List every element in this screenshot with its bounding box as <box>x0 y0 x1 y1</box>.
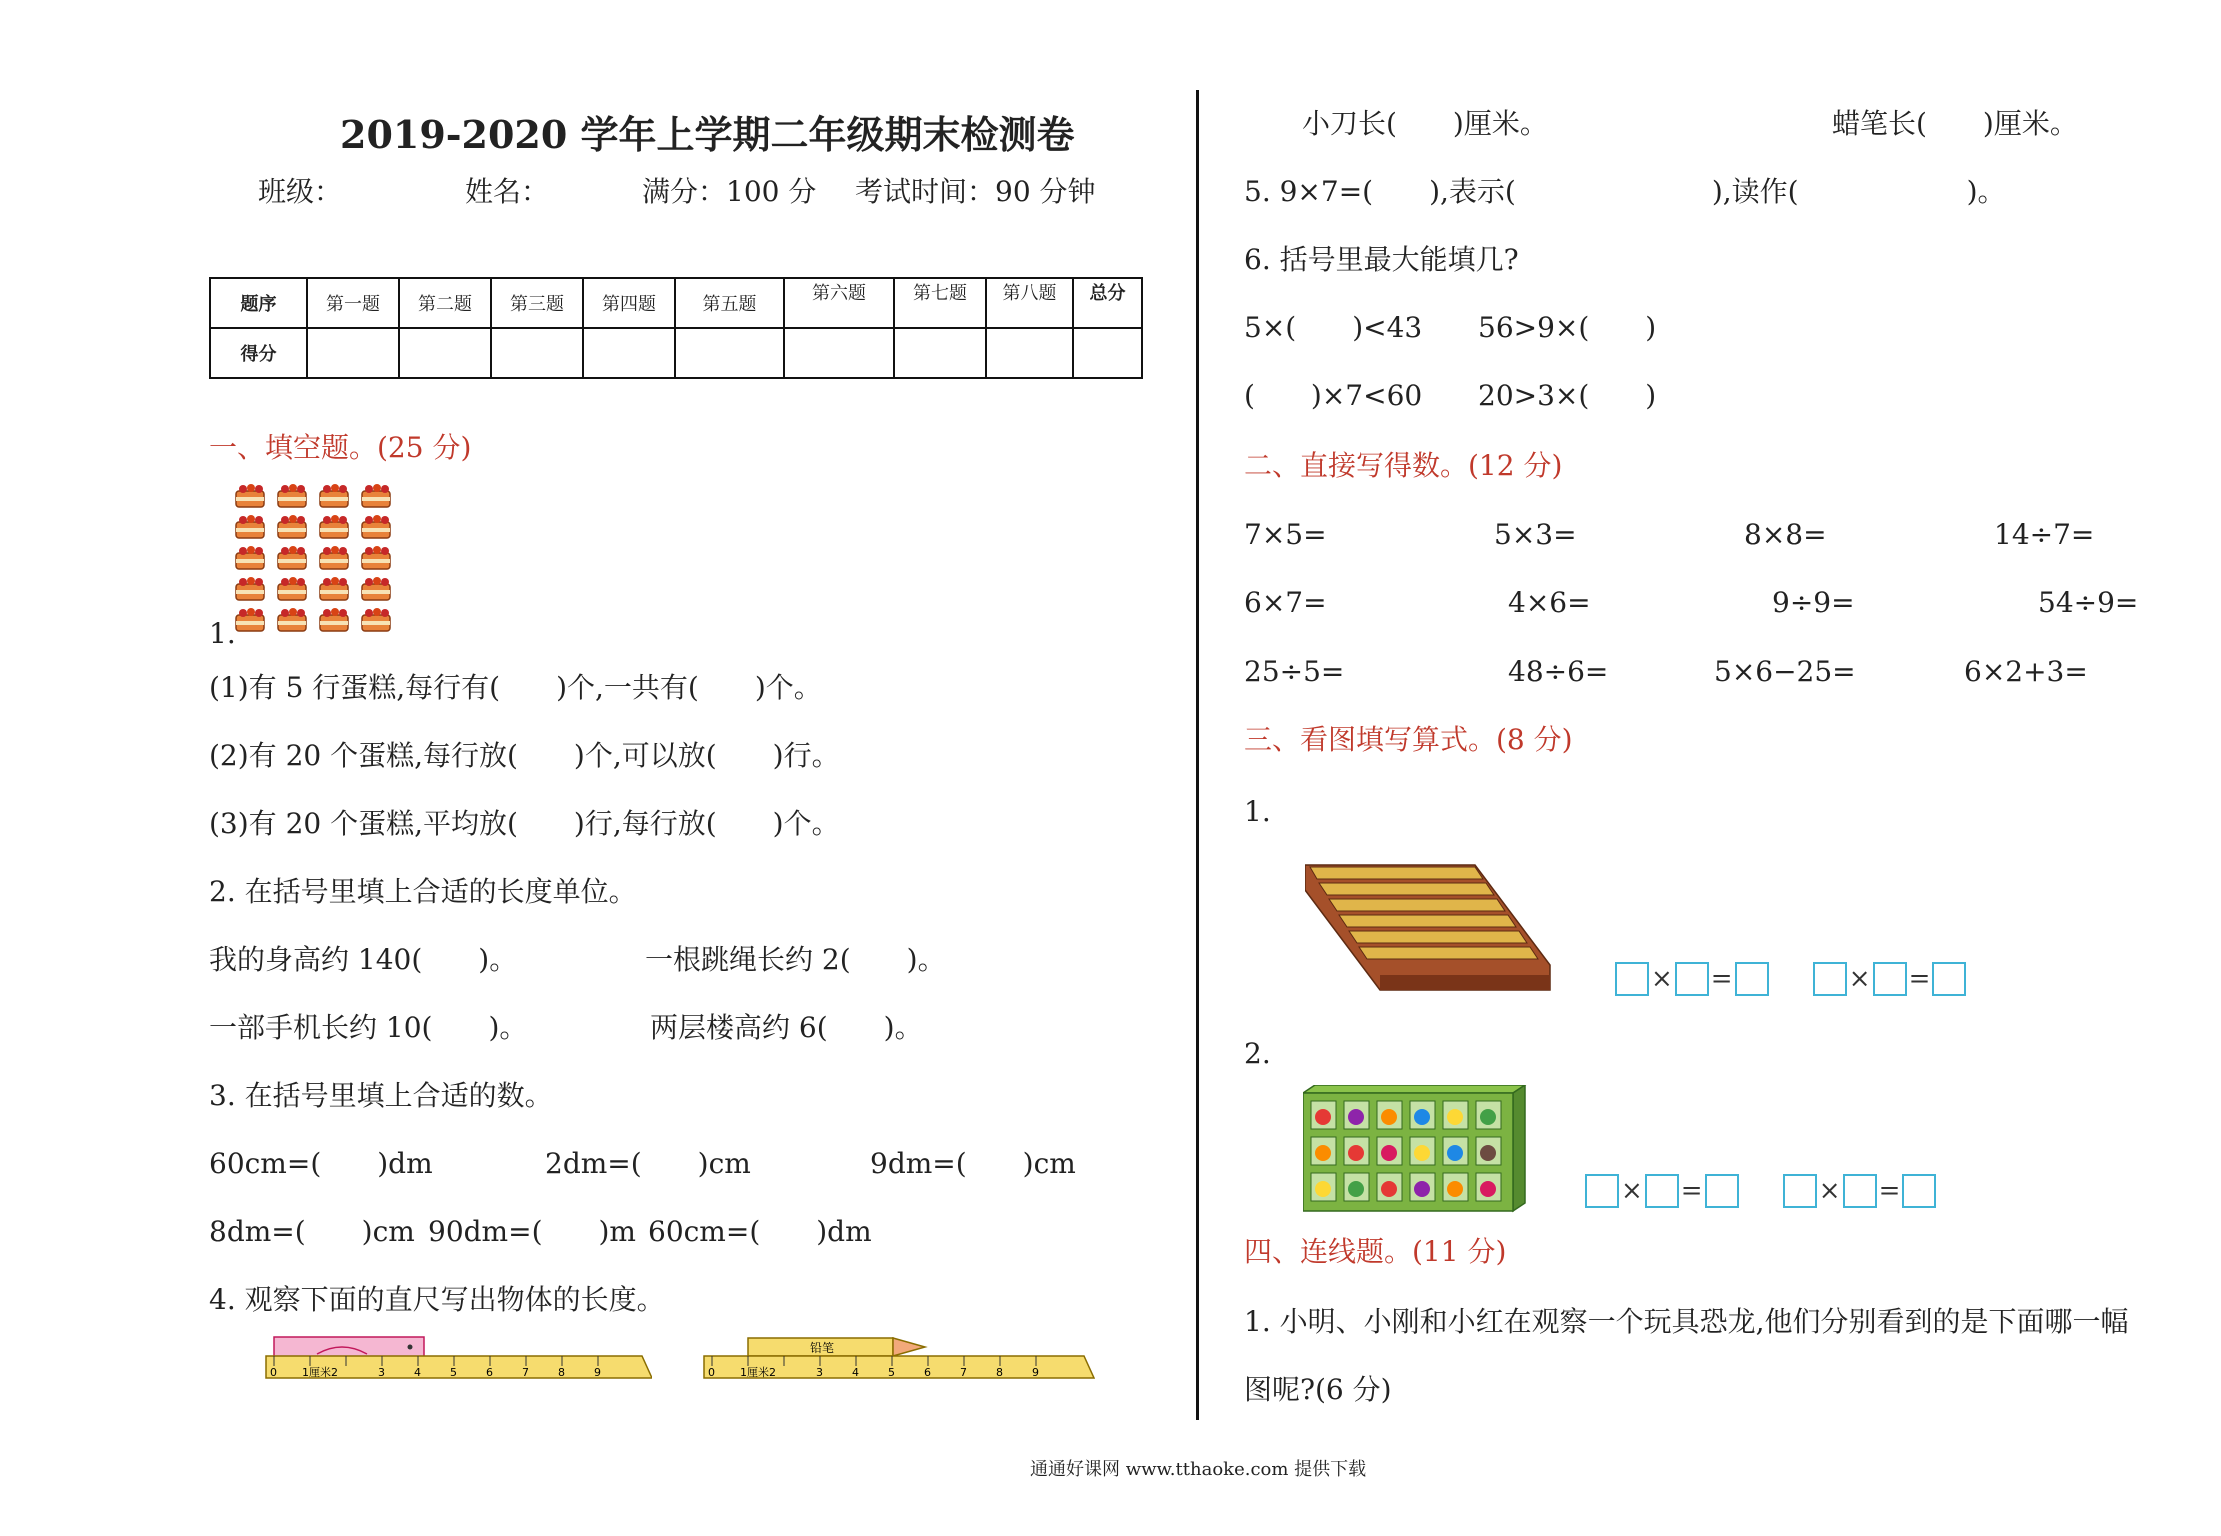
answer-box[interactable] <box>1645 1174 1679 1208</box>
score-cell[interactable] <box>491 328 583 378</box>
ruler-tick-label: 3 <box>816 1366 823 1379</box>
q3-e: 90dm=( )m <box>428 1215 636 1248</box>
q6-b: 56>9×( ) <box>1478 311 1657 344</box>
section3-q1-number: 1. <box>1244 795 1271 828</box>
q4-crayon-answer: 蜡笔长( )厘米。 <box>1832 107 2078 140</box>
q1-number: 1. <box>209 617 236 650</box>
q6-c: ( )×7<60 <box>1244 379 1423 412</box>
calc-item: 5×6−25= <box>1714 655 1856 688</box>
score-table-cell: 第一题 <box>307 278 399 328</box>
shelf-cabinet-image <box>1303 1085 1528 1213</box>
answer-box[interactable] <box>1615 962 1649 996</box>
answer-box[interactable] <box>1585 1174 1619 1208</box>
score-cell[interactable] <box>894 328 986 378</box>
ruler-pencil-image <box>700 1336 1095 1386</box>
ruler-tick-label: 5 <box>450 1366 457 1379</box>
ruler-tick-label: 6 <box>486 1366 493 1379</box>
ruler-tick-label: 1厘米2 <box>740 1366 776 1379</box>
q3-f: 60cm=( )dm <box>648 1215 872 1248</box>
answer-box[interactable] <box>1735 962 1769 996</box>
score-table-cell: 第四题 <box>583 278 675 328</box>
q2-text: 2. 在括号里填上合适的长度单位。 <box>209 875 637 908</box>
q6-a: 5×( )<43 <box>1244 311 1423 344</box>
ruler-tick-label: 0 <box>270 1366 277 1379</box>
page-title: 2019-2020 学年上学期二年级期末检测卷 <box>340 112 1075 157</box>
ruler-tick-label: 9 <box>594 1366 601 1379</box>
audience-stands-image <box>1305 855 1555 1000</box>
times-sign: × <box>1848 964 1871 994</box>
q3-text: 3. 在括号里填上合适的数。 <box>209 1079 553 1112</box>
q3-d: 8dm=( )cm <box>209 1215 415 1248</box>
exam-time-label: 考试时间：90 分钟 <box>855 175 1096 208</box>
score-table-cell: 第五题 <box>675 278 784 328</box>
q2-c: 一部手机长约 10( )。 <box>209 1011 528 1044</box>
full-score-label: 满分：100 分 <box>642 175 817 208</box>
score-table-cell: 第八题 <box>986 278 1073 328</box>
score-cell[interactable] <box>986 328 1073 378</box>
q3-a: 60cm=( )dm <box>209 1147 433 1180</box>
score-table-cell: 总分 <box>1073 278 1142 328</box>
score-table-score-row <box>210 328 1142 378</box>
equals-sign: = <box>1878 1176 1901 1206</box>
section4-q1-line2: 图呢?(6 分) <box>1244 1373 1392 1406</box>
ruler-tick-label: 9 <box>1032 1366 1039 1379</box>
pencil-label: 铅笔 <box>810 1341 835 1355</box>
score-cell[interactable] <box>583 328 675 378</box>
equals-sign: = <box>1680 1176 1703 1206</box>
q5-text: 5. 9×7=( ),表示( ),读作( )。 <box>1244 175 2006 208</box>
calc-item: 54÷9= <box>2038 586 2139 619</box>
q3-b: 2dm=( )cm <box>545 1147 751 1180</box>
section4-q1-line1: 1. 小明、小刚和小红在观察一个玩具恐龙,他们分别看到的是下面哪一幅 <box>1244 1305 2129 1338</box>
q4-knife-answer: 小刀长( )厘米。 <box>1302 107 1548 140</box>
calc-item: 5×3= <box>1494 518 1577 551</box>
score-row-label: 得分 <box>210 328 307 378</box>
answer-box[interactable] <box>1813 962 1847 996</box>
ruler-tick-label: 4 <box>852 1366 859 1379</box>
times-sign: × <box>1651 964 1673 994</box>
q2-a: 我的身高约 140( )。 <box>209 943 518 976</box>
q1-part3: (3)有 20 个蛋糕,平均放( )行,每行放( )个。 <box>209 807 840 840</box>
section2-title: 二、直接写得数。(12 分) <box>1244 449 1563 482</box>
ruler-tick-label: 0 <box>708 1366 715 1379</box>
score-cell[interactable] <box>307 328 399 378</box>
score-table-cell: 第七题 <box>894 278 986 328</box>
calc-item: 4×6= <box>1508 586 1591 619</box>
equals-sign: = <box>1710 964 1733 994</box>
q1-part1: (1)有 5 行蛋糕,每行有( )个,一共有( )个。 <box>209 671 822 704</box>
ruler-tick-label: 5 <box>888 1366 895 1379</box>
ruler-tick-label: 4 <box>414 1366 421 1379</box>
cake-grid-image <box>234 483 404 643</box>
score-table-cell: 第三题 <box>491 278 583 328</box>
score-cell[interactable] <box>1073 328 1142 378</box>
calc-item: 7×5= <box>1244 518 1327 551</box>
name-label: 姓名： <box>465 175 550 208</box>
score-table-cell: 题序 <box>210 278 307 328</box>
calc-item: 9÷9= <box>1772 586 1855 619</box>
ruler-tick-label: 8 <box>996 1366 1003 1379</box>
score-cell[interactable] <box>399 328 491 378</box>
answer-box[interactable] <box>1932 962 1966 996</box>
answer-box[interactable] <box>1783 1174 1817 1208</box>
section4-title: 四、连线题。(11 分) <box>1244 1235 1507 1268</box>
answer-box[interactable] <box>1873 962 1907 996</box>
q2-d: 两层楼高约 6( )。 <box>650 1011 923 1044</box>
calc-item: 6×2+3= <box>1964 655 2088 688</box>
calc-item: 48÷6= <box>1508 655 1609 688</box>
calc-item: 14÷7= <box>1994 518 2095 551</box>
section1-title: 一、填空题。(25 分) <box>209 431 472 464</box>
score-table <box>209 277 1143 379</box>
score-table-cell: 第二题 <box>399 278 491 328</box>
calc-item: 6×7= <box>1244 586 1327 619</box>
q6-text: 6. 括号里最大能填几? <box>1244 243 1519 276</box>
section3-q2-number: 2. <box>1244 1037 1271 1070</box>
q1-part2: (2)有 20 个蛋糕,每行放( )个,可以放( )行。 <box>209 739 840 772</box>
equation-group-1 <box>1615 962 1966 996</box>
class-label: 班级： <box>258 175 343 208</box>
column-divider <box>1196 90 1199 1420</box>
equation-group-2 <box>1585 1174 1936 1208</box>
calc-item: 25÷5= <box>1244 655 1345 688</box>
section3-title: 三、看图填写算式。(8 分) <box>1244 723 1573 756</box>
answer-box[interactable] <box>1705 1174 1739 1208</box>
q6-d: 20>3×( ) <box>1478 379 1657 412</box>
ruler-tick-label: 7 <box>522 1366 529 1379</box>
answer-box[interactable] <box>1675 962 1709 996</box>
ruler-tick-label: 8 <box>558 1366 565 1379</box>
equals-sign: = <box>1908 964 1931 994</box>
ruler-tick-label: 3 <box>378 1366 385 1379</box>
score-cell[interactable] <box>784 328 894 378</box>
times-sign: × <box>1818 1176 1841 1206</box>
ruler-tick-label: 7 <box>960 1366 967 1379</box>
answer-box[interactable] <box>1902 1174 1936 1208</box>
ruler-tick-label: 1厘米2 <box>302 1366 338 1379</box>
q3-c: 9dm=( )cm <box>870 1147 1076 1180</box>
score-table-cell: 第六题 <box>784 278 894 328</box>
answer-box[interactable] <box>1843 1174 1877 1208</box>
score-cell[interactable] <box>675 328 784 378</box>
q4-text: 4. 观察下面的直尺写出物体的长度。 <box>209 1283 665 1316</box>
score-table-header-row <box>210 278 1142 328</box>
q2-b: 一根跳绳长约 2( )。 <box>645 943 946 976</box>
footer-credit: 通通好课网 www.tthaoke.com 提供下载 <box>1030 1459 1367 1480</box>
calc-item: 8×8= <box>1744 518 1827 551</box>
times-sign: × <box>1621 1176 1643 1206</box>
ruler-knife-image <box>262 1336 652 1386</box>
ruler-tick-label: 6 <box>924 1366 931 1379</box>
